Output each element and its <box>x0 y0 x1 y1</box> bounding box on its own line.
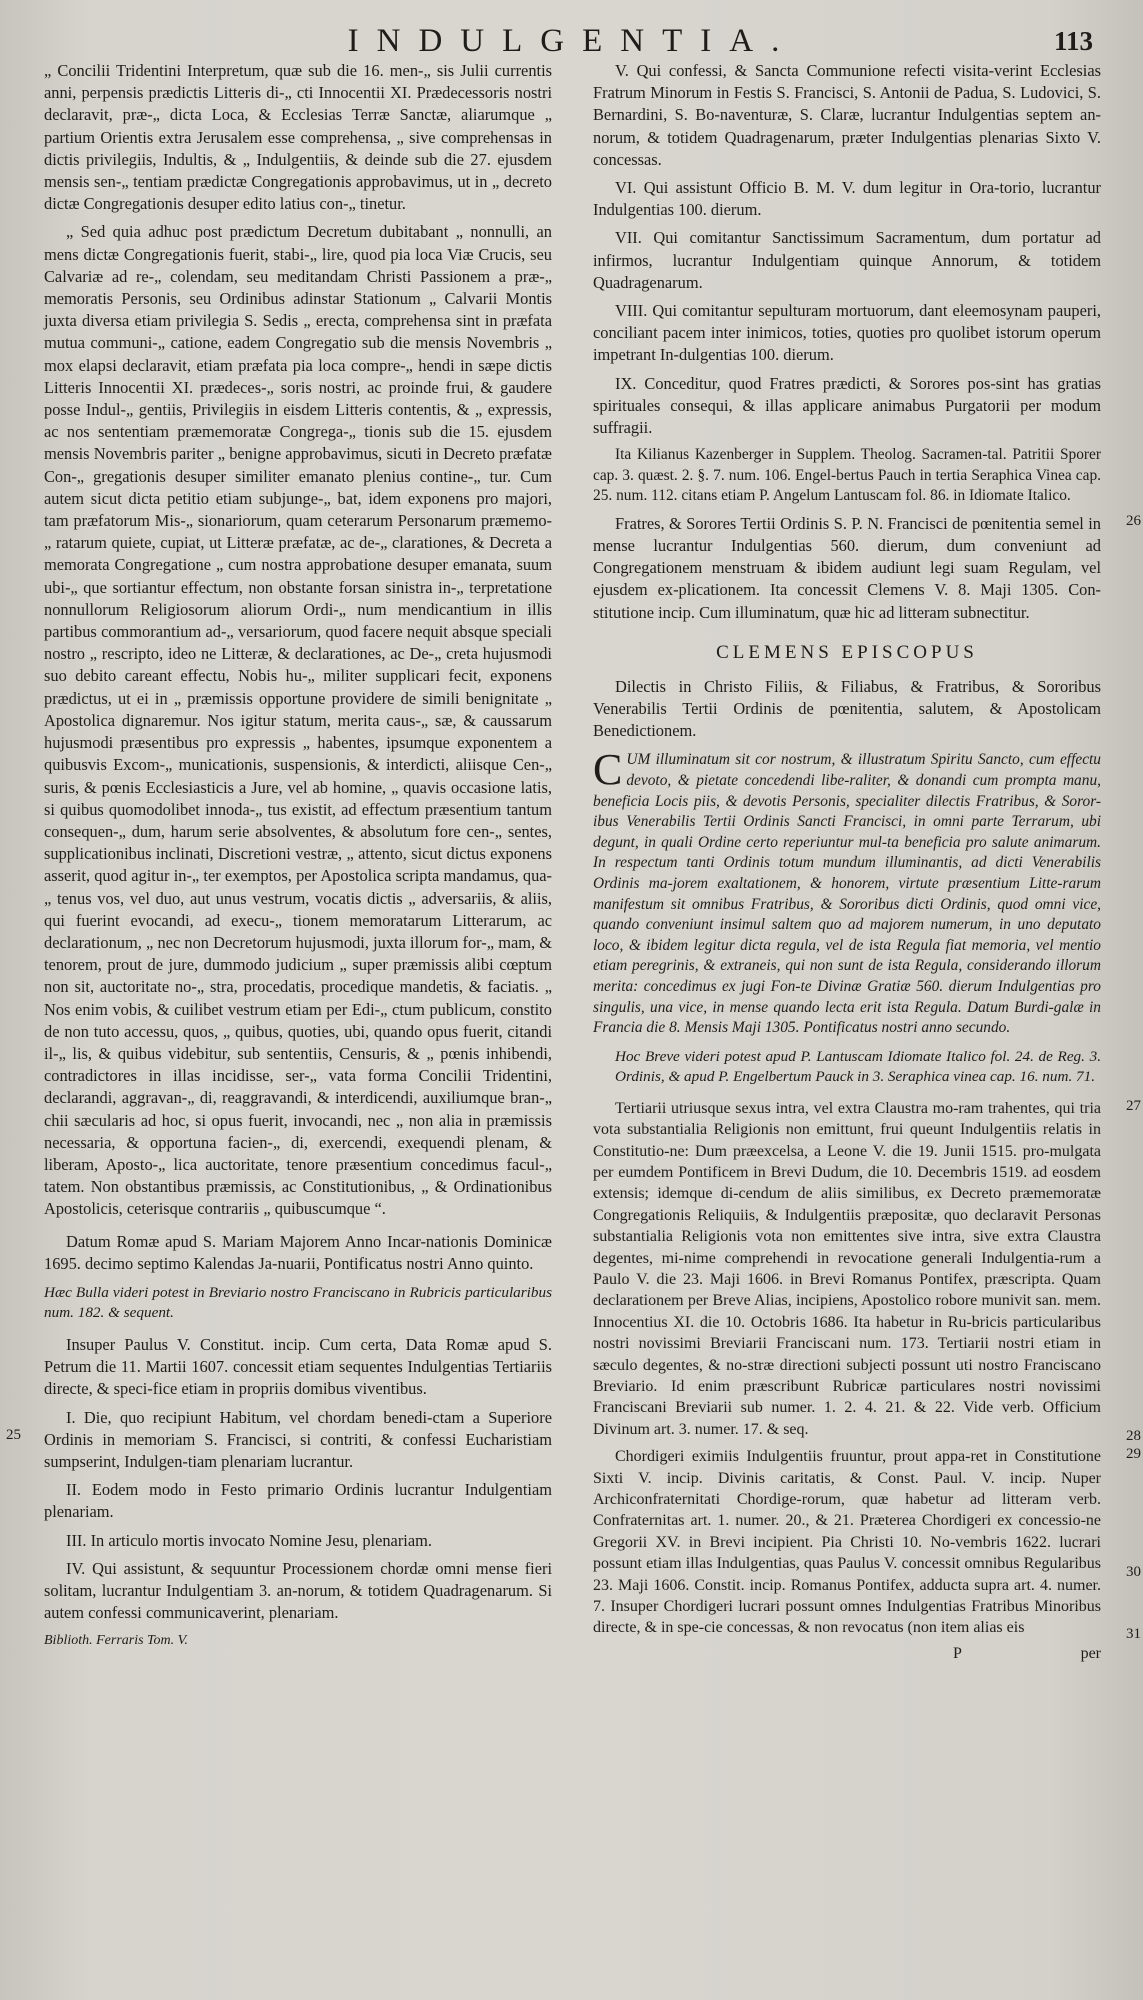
paragraph: Fratres, & Sorores Tertii Ordinis S. P. N. Francisci de pœnitentia semel in mense lucrantur Indulgentias 560. dierum, dum conveniunt ad Congregationem menstruam & ibidem audiunt legi suam Regulam, vel ejusdem ex-plicationem. Ita concessit Clemens V. 8. Maji 1305. Con-stitutione incip. Cum illuminatum, quæ hic ad litteram subnectitur. <box>593 513 1101 622</box>
page-header <box>44 22 1101 60</box>
catchword: per <box>1080 1644 1101 1662</box>
paragraph: Dilectis in Christo Filiis, & Filiabus, & Fratribus, & Sororibus Venerabilis Tertii Ordinis de pœnitentia, salutem, & Apostolicam Benedictionem. <box>593 676 1101 741</box>
paragraph: „ Sed quia adhuc post prædictum Decretum dubitabant „ nonnulli, an mens dictæ Congregationis fuerit, stabi-„ lire, quod pia loca Viæ Crucis, seu Calvariæ ad re-„ colendam, seu meditandam Christi Passionem a præ-„ memoratis Personis, seu Ordinibus adinstar Stationum „ Calvarii Montis juxta diversa etiam privilegia S. Sedis „ erecta, comprehensa sint in præfata mutua communi-„ catione, eadem Congregatio sub die mensis Novembris „ mox elapsi declaravit, etiam præfata pia loca compre-„ hendi in sæpe dictis Litteris Innocentii XI. prædeces-„ soris nostri, ac proinde frui, & gaudere posse Indul-„ gentiis, Privilegiis in eisdem Litteris contentis, & „ expressis, ac nos sententiam præmemoratæ Congrega-„ tionis sub die 15. ejusdem mensis Novembris pariter „ benigne approbavimus, sicuti in Decreto præfatæ Con-„ gregationis desuper similiter emanato plenius contine-„ tur. Cum autem sicut dicta petitio etiam subjunge-„ bat, idem exponens pro majori, tam præfatorum Mis-„ sionariorum, quam ceterarum Personarum præmemo-„ ratarum quiete, cupiat, ut Litteræ præfatæ, ac de-„ clarationes, & Decreta a memorata Congregatione „ cum nostra approbatione desuper emanata, suum ubi-„ que sortiantur effectum, non obstante forsan sinistra in-„ terpretatione nonnullorum Religiosorum aliorum Ordi-„ num mendicantium in illis partibus commorantium ad-„ versariorum, quod facere nequit absque speciali nostro „ rescripto, ideo ne Litteræ, & declarationes, ac De-„ creta hujusmodi suo debito careant effectu, Nobis hu-„ militer supplicari fecit, exponens prædictus, ut ei in „ præmissis opportune providere de simili benignitate „ Apostolica dignaremur. Nos igitur statum, merita caus-„ sæ, & caussarum hujusmodi præsentibus pro expressis „ habentes, ipsumque exponentem a quibusvis Excom-„ municationis, suspensionis, & interdicti, aliisque Cen-„ suris, & pœnis Ecclesiasticis a Jure, vel ab homine, „ quavis occasione latis, si quibus quomodolibet innoda-„ tus existit, ad effectum præsentium tantum consequen-„ dum, harum serie absolventes, & absolutum fore cen-„ sentes, supplicationibus inclinati, Discretioni vestræ, „ attento, sicut dictus exponens asserit, quod agitur in-„ ter exemptos, per Apostolica scripta mandamus, qua-„ tenus vos, vel duo, aut unus vestrum, vocatis dictis „ adversariis, & aliis, qui fuerint evocandi, ad execu-„ tionem memoratarum Litterarum, ac declarationum, „ nec non Decretorum hujusmodi, juxta illorum for-„ mam, & tenorem, prout de jure, dummodo judicium „ super præmissis alibi cœptum non sit, auctoritate no-„ stra, procedatis, procedique mandetis, & faciatis. „ Nos enim vobis, & cuilibet vestrum etiam per Edi-„ ctum publicum, constito de non tuto accessu, quos, „ quibus, quoties, ubi, quando opus fuerit, citandi il-„ lis, & quibus videbitur, sub sententiis, Censuris, & „ pœnis inhibendi, contradictores in illas incidisse, ser-„ vata forma Concilii Tridentini, declarandi, aggravan-„ di, reaggravandi, & interdicendi, auxiliumque bran-„ chii sæcularis ad hoc, si opus fuerit, invocandi, nec „ non alia in præmissis necessaria, & opportuna facien-„ di, exercendi, exequendi plenam, & liberam, Aposto-„ lica auctoritate, tenore præsentium concedimus facul-„ tatem. Non obstantibus præmissis, ac Constitutionibus, „ & Ordinationibus Apostolicis, ceterisque contrariis „ quibuscumque “. <box>44 222 552 1219</box>
paragraph: VI. Qui assistunt Officio B. M. V. dum legitur in Ora-torio, lucrantur Indulgentias 100. dierum. <box>593 178 1101 220</box>
reference-note: Hoc Breve videri potest apud P. Lantuscam Idiomate Italico fol. 24. de Reg. 3. Ordinis, & apud P. Engelbertum Pauck in 3. Seraphica vinea cap. 16. num. 71. <box>615 1047 1101 1086</box>
paragraph: IV. Qui assistunt, & sequuntur Processionem chordæ omni mense fieri solitam, lucrantur Indulgentiam 3. an-norum, & totidem Quadragenarum. Si autem confessi communicaverint, plenariam. <box>44 1558 552 1623</box>
bull-text <box>593 745 1101 1038</box>
paragraph: IX. Conceditur, quod Fratres prædicti, & Sorores pos-sint has gratias spirituales consequi, & illas applicare animabus Purgatorii per modum suffragii. <box>593 373 1101 438</box>
paragraph: „ Concilii Tridentini Interpretum, quæ sub die 16. men-„ sis Julii currentis anni, perpensis prædictis Litteris di-„ cti Innocentii XI. Prædecessoris nostri declaravit, præ-„ dicta Loca, & Ecclesias Terræ Sanctæ, aliarumque „ partium Orientis extra Jerusalem esse comprehensa, „ sive comprehensas in dictis privilegiis, Indultis, & „ Indulgentiis, & deinde sub die 27. ejusdem mensis sen-„ tentiam prædictæ Congregationis approbavimus, ut in „ decreto dictæ Congregationis desuper edito latius con-„ tinetur. <box>44 61 552 214</box>
catchword-line <box>593 1645 1101 1667</box>
margin-number: 27 <box>1126 1097 1141 1114</box>
paragraph: Ita Kilianus Kazenberger in Supplem. Theolog. Sacramen-tal. Patritii Sporer cap. 3. quæst. 2. §. 7. num. 106. Engel-bertus Pauch in tertia Seraphica Vinea cap. 25. num. 112. citans etiam P. Angelum Lantuscam fol. 86. in Idiomate Italico. <box>593 446 1101 505</box>
signature-mark: Biblioth. Ferraris Tom. V. <box>44 1633 188 1649</box>
page-number: 113 <box>1053 26 1093 56</box>
paragraph: Insuper Paulus V. Constitut. incip. Cum certa, Data Romæ apud S. Petrum die 11. Martii 1607. concessit etiam sequentes Indulgentias Tertiariis directe, & speci-fice etiam in propriis domibus viventibus. <box>44 1334 552 1399</box>
margin-number: 31 <box>1126 1626 1141 1643</box>
margin-number: 28 <box>1126 1427 1141 1444</box>
left-column <box>6 60 552 1667</box>
paragraph: Tertiarii utriusque sexus intra, vel extra Claustra mo-ram trahentes, qui tria vota substantialia Religionis non emittunt, frui queunt Indulgentiis relatis in Constitutio-ne: Dum præexcelsa, a Leone V. die 19. Junii 1515. pro-mulgata per eumdem Pontificem in Brevi Dudum, die 10. Decembris 1519. ad eosdem extensis; idemque di-cendum de aliis similibus, ex Decreto præmemoratæ Congregationis Reliquiis, & Indulgentiis præpositæ, quo declaravit Personas substantialia Religionis vota non emittentes sive intra, sive extra Claustra degentes, mi-nime comprehendi in revocatione generali Indulgentia-rum a Paulo V. die 23. Maji 1606. in Brevi Romanus Pontifex, præscripta. Quam declarationem per Breve Alias, incipiens, Apostolico robore munivit san. mem. Innocentius XI. die 10. Octobris 1686. Ita habetur in Ru-bricis particularibus nostri novissimi Breviarii Franciscani num. 173. Tertiarii nostri etiam in sæculo degentes, & no-stræ directioni subjecti possunt uti nostro Franciscano Breviario. Id enim præscribunt Rubricæ particulares nostri novissimi Franciscani Breviarii sub numer. 1. 2. 4. 21. & 22. Vide verb. Officium Divinum art. 3. numer. 17. & seq. <box>593 1099 1101 1438</box>
text-columns <box>6 60 1141 1667</box>
section-heading: CLEMENS EPISCOPUS <box>716 641 978 663</box>
paragraph: VIII. Qui comitantur sepulturam mortuorum, dant eleemosynam pauperi, conciliant pacem inter inimicos, toties, quoties pro quolibet istorum operum impetrant In-dulgentias 100. dierum. <box>593 301 1101 365</box>
margin-number: 25 <box>6 1426 21 1443</box>
paragraph: I. Die, quo recipiunt Habitum, vel chordam benedi-ctam a Superiore Ordinis in memoriam S. Francisci, si contriti, & confessi Eucharistiam sumpserint, Indulgen-tiam plenariam lucrantur. <box>44 1407 552 1471</box>
right-column <box>593 60 1141 1667</box>
running-title: INDULGENTIA. <box>347 23 798 59</box>
signature-letter: P <box>953 1644 962 1662</box>
drop-cap: C <box>593 745 623 795</box>
paragraph: VII. Qui comitantur Sanctissimum Sacramentum, dum portatur ad infirmos, lucrantur Indulgentiam quinque Annorum, & totidem Quadragenarum. <box>593 228 1101 292</box>
margin-number: 26 <box>1126 512 1141 529</box>
margin-number: 29 <box>1126 1446 1141 1463</box>
paragraph: V. Qui confessi, & Sancta Communione refecti visita-verint Ecclesias Fratrum Minorum in Festis S. Francisci, S. Antonii de Padua, S. Ludovici, S. Bernardini, S. Bo-naventuræ, S. Claræ, lucrantur Indulgentias septem an-norum, & totidem Quadragenarum, præter Indulgentias plenarias Sixto V. concessas. <box>593 61 1101 169</box>
paragraph: UM illuminatum sit cor nostrum, & illustratum Spiritu Sancto, cum effectu devoto, & pietate concedendi libe-raliter, & donandi cum prompta manu, beneficia Locis piis, & devotis Personis, specialiter dilectis Fratribus, & Soror-ibus Venerabilis Tertii Ordinis Sancti Francisci, in omni parte Terrarum, ubi degunt, in quali Ordine certo reperiuntur mul-ta beneficia pro salute animarum. In respectum tanti Ordinis totum mundum illuminantis, ad dicti Venerabilis Ordinis ma-jorem exaltationem, & honorem, virtute præsentium Litte-rarum manifestum sit omnibus Fratribus, & Sororibus dicti Ordinis, quod omni vice, quando conveniunt insimul saltem quo ad majorem numerum, in uno deputato loco, & ibidem legitur dicta regula, vel de ista Regula fiat memoria, vel mentio etiam peregrinis, & extraneis, qui non sunt de ista Regula, considerando illorum merita: concedimus ex jugi Fon-te Divinæ Gratiæ 560. dierum Indulgentias pro singulis, una vice, in mense quando lecta erit ista Regula. Datum Burdi-galæ in Francia die 8. Mensis Maji 1305. Pontificatus nostri anno secundo. <box>593 751 1101 1037</box>
reference-note: Hæc Bulla videri potest in Breviario nostro Franciscano in Rubricis particularibus num. 182. & sequent. <box>44 1283 552 1322</box>
paragraph: Datum Romæ apud S. Mariam Majorem Anno Incar-nationis Dominicæ 1695. decimo septimo Kalendas Ja-nuarii, Pontificatus nostri Anno quinto. <box>44 1231 552 1273</box>
paragraph: Chordigeri eximiis Indulgentiis fruuntur, prout appa-ret in Constitutione Sixti V. incip. Divinis caritatis, & Const. Paul. V. incip. Nuper Archiconfraternitati Chordige-rorum, quæ habetur ad litteram verb. Confraternitas art. 1. numer. 20., & 21. Præterea Chordigeri ex concessio-ne Gregorii XV. in Brevi incipient. Pia Christi 10. No-vembris 1622. lucrari possunt etiam illas Indulgentias, quas Paulus V. concessit omnibus Regularibus 23. Maji 1606. Constit. incip. Romanus Pontifex, adducta supra art. 4. numer. 7. Insuper Chordigeri lucrari possunt omnes Indulgentias Fratribus Minoribus directe, & in spe-cie concessas, & non revocatus (non item alias eis <box>593 1448 1101 1637</box>
margin-number: 30 <box>1126 1564 1141 1581</box>
paragraph: III. In articulo mortis invocato Nomine Jesu, plenariam. <box>66 1530 432 1550</box>
paragraph: II. Eodem modo in Festo primario Ordinis lucrantur Indulgentiam plenariam. <box>44 1480 552 1522</box>
